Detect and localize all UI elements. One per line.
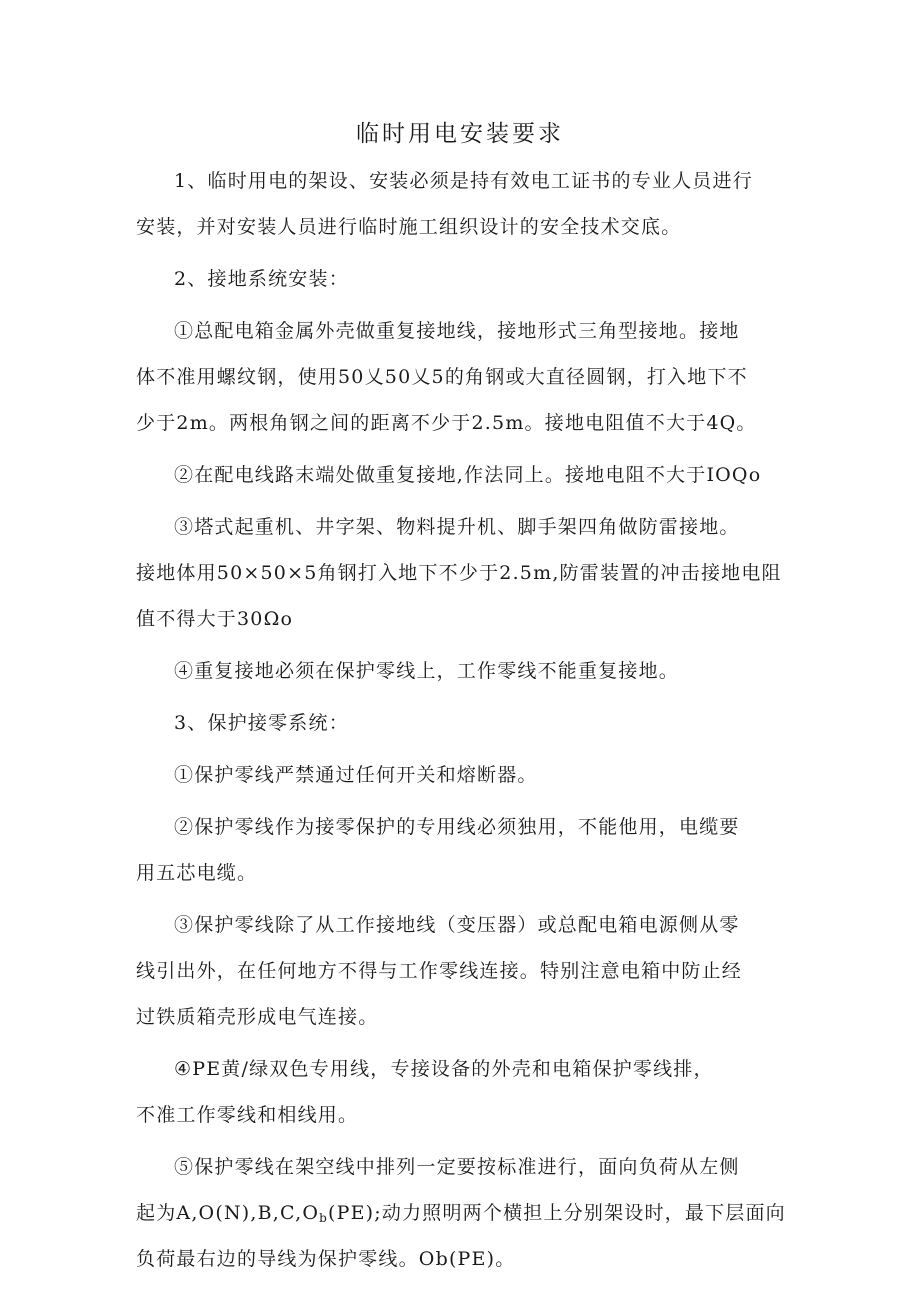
- document-title: 临时用电安装要求: [356, 121, 564, 147]
- document-body: [136, 158, 788, 1288]
- text-line: 不准工作零线和相线用。: [136, 1104, 359, 1126]
- text-line: ③塔式起重机、井字架、物料提升机、脚手架四角做防雷接地。: [174, 516, 740, 538]
- text-line-with-subscript: [136, 1190, 788, 1236]
- paragraph-2-2: [136, 452, 788, 498]
- paragraph-3-1: [136, 752, 788, 798]
- paragraph-3-2: [136, 804, 788, 896]
- text-line: 安装，并对安装人员进行临时施工组织设计的安全技术交底。: [136, 216, 682, 238]
- text-line: 接地体用50×50×5角钢打入地下不少于2.5m,防雷装置的冲击接地电阻: [136, 562, 782, 584]
- paragraph-3-5: [136, 1144, 788, 1282]
- text-line: 用五芯电缆。: [136, 862, 258, 884]
- text-segment: 起为A,O(N),B,C,O: [136, 1202, 320, 1224]
- text-line: ①保护零线严禁通过任何开关和熔断器。: [174, 764, 538, 786]
- text-line: ③保护零线除了从工作接地线（变压器）或总配电箱电源侧从零: [174, 914, 740, 936]
- paragraph-3-4: [136, 1046, 788, 1138]
- text-line: ④重复接地必须在保护零线上，工作零线不能重复接地。: [174, 660, 680, 682]
- text-line: 1、临时用电的架设、安装必须是持有效电工证书的专业人员进行: [174, 170, 753, 192]
- paragraph-2-3: [136, 504, 788, 642]
- text-line: ⑤保护零线在架空线中排列一定要按标准进行，面向负荷从左侧: [174, 1156, 740, 1178]
- text-line: ④PE黄/绿双色专用线，专接设备的外壳和电箱保护零线排，: [174, 1058, 714, 1080]
- paragraph-3-heading: [136, 700, 788, 746]
- section-heading: 3、保护接零系统：: [174, 712, 349, 734]
- section-heading: 2、接地系统安装：: [174, 268, 349, 290]
- text-line: ①总配电箱金属外壳做重复接地线，接地形式三角型接地。接地: [174, 320, 740, 342]
- paragraph-2-1: [136, 308, 788, 446]
- subscript: b: [319, 1211, 328, 1225]
- text-segment: (PE);动力照明两个横担上分别架设时，最下层面向: [328, 1202, 786, 1224]
- text-line: 线引出外，在任何地方不得与工作零线连接。特别注意电箱中防止经: [136, 960, 743, 982]
- paragraph-2-heading: [136, 256, 788, 302]
- text-line: 过铁质箱壳形成电气连接。: [136, 1006, 379, 1028]
- paragraph-3-3: [136, 902, 788, 1040]
- text-line: 值不得大于30Ωo: [136, 608, 294, 630]
- paragraph-2-4: [136, 648, 788, 694]
- text-line: 体不准用螺纹钢，使用50乂50乂5的角钢或大直径圆钢，打入地下不: [136, 366, 748, 388]
- paragraph-1: [136, 158, 788, 250]
- text-line: 负荷最右边的导线为保护零线。Ob(PE)。: [136, 1248, 516, 1270]
- text-line: ②保护零线作为接零保护的专用线必须独用，不能他用，电缆要: [174, 816, 740, 838]
- text-line: ②在配电线路末端处做重复接地,作法同上。接地电阻不大于IOQo: [174, 464, 762, 486]
- text-line: 少于2m。两根角钢之间的距离不少于2.5m。接地电阻值不大于4Q。: [136, 412, 757, 434]
